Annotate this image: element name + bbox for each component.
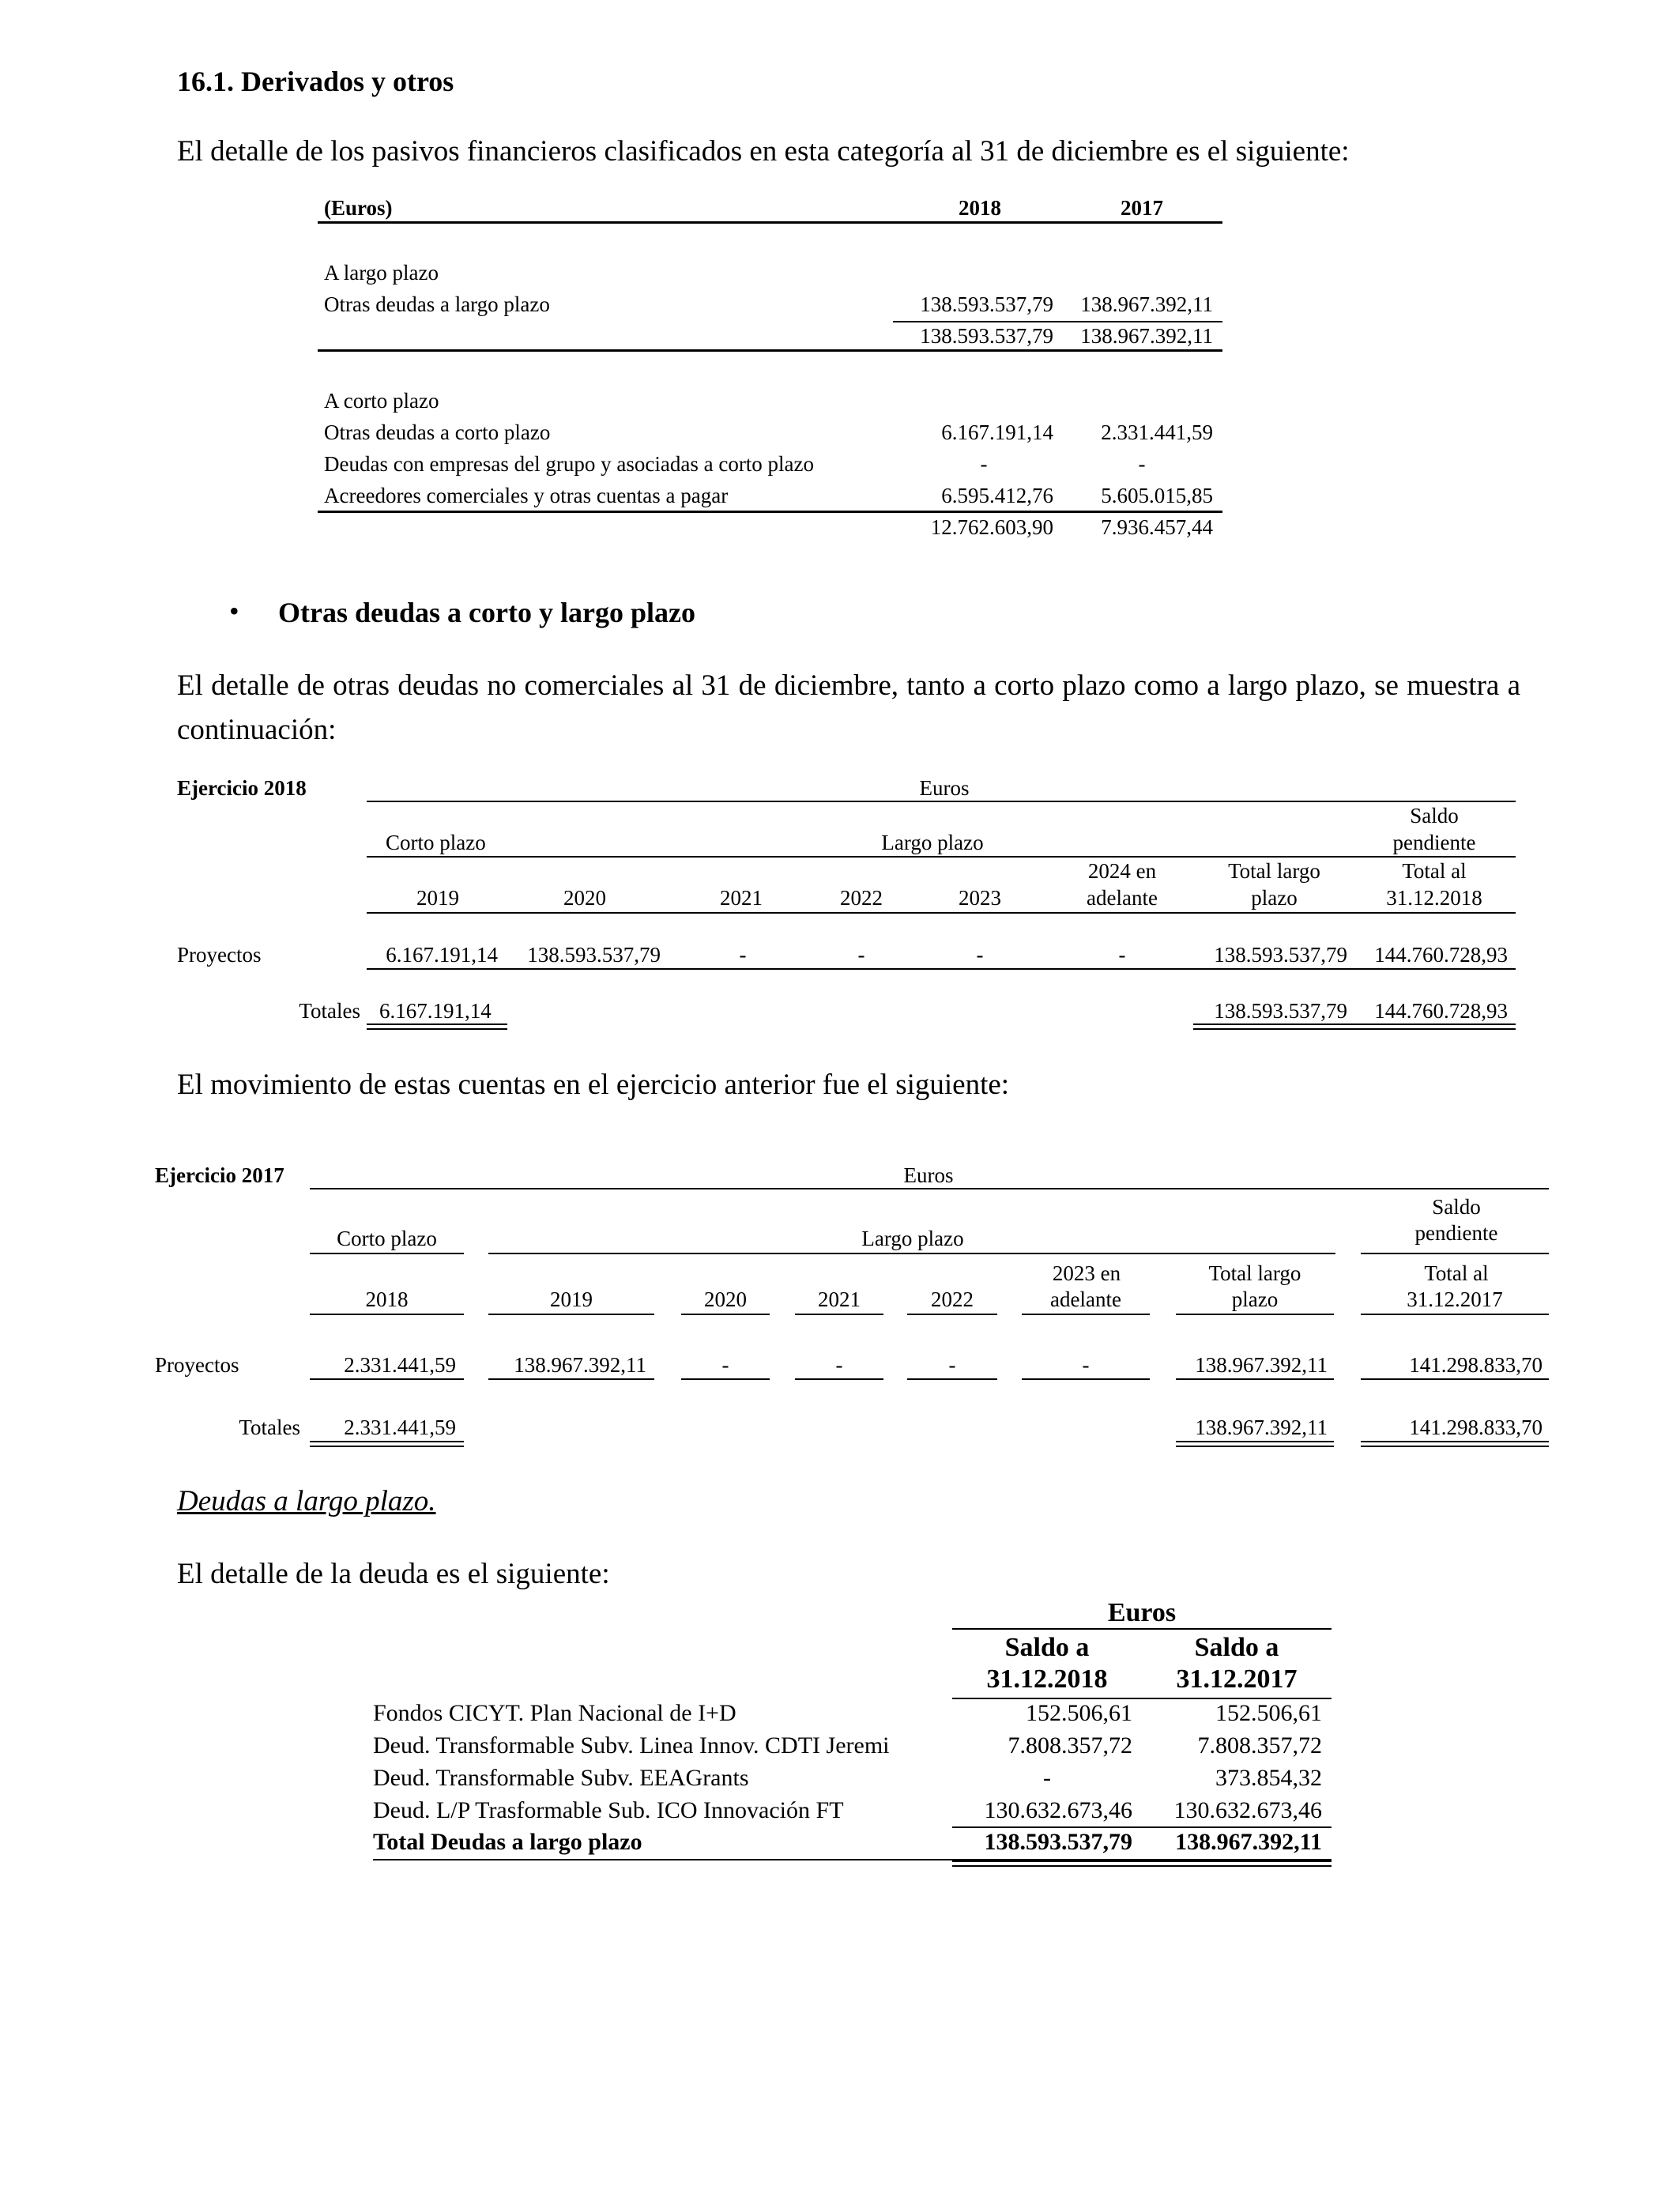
table2018-totales-2019: 6.167.191,14 [379,999,492,1023]
table1-row-value-2018: - [980,452,988,476]
table2017-totales-double-rule [1176,1441,1334,1447]
table1-row-value-2017: - [1138,452,1146,476]
table2017-totales-double-rule [310,1441,464,1447]
table2018-row-total: 138.593.537,79 [1214,943,1347,967]
table2017-row-rule [1176,1378,1334,1380]
table2017-totales-label: Totales [239,1416,300,1439]
table2018-largo-heading: Largo plazo [881,831,984,854]
table2017-header-rule [1361,1314,1549,1315]
table1-row-value-2017: 138.967.392,11 [1080,292,1213,316]
section-title: 16.1. Derivados y otros [177,66,454,97]
table2017-row-2018: 2.331.441,59 [344,1353,456,1377]
table2017-totales-2018: 2.331.441,59 [344,1416,456,1439]
table2017-row-rule [310,1378,464,1380]
table2017-col-adelante-1: 2023 en [1052,1261,1121,1285]
table2018-label: Ejercicio 2018 [177,776,307,800]
table2017-col-adelante-2: adelante [1050,1287,1121,1311]
table1-row-value-2018: 6.595.412,76 [941,484,1053,507]
table2018-totales-total: 138.593.537,79 [1214,999,1347,1023]
table2018-euros: Euros [919,776,970,800]
deudas-row-label: Fondos CICYT. Plan Nacional de I+D [373,1700,736,1726]
table2017-euros: Euros [903,1163,954,1187]
bullet-title: Otras deudas a corto y largo plazo [278,597,695,628]
table2018-row-adelante: - [1118,943,1126,967]
table2017-row-rule [488,1378,654,1380]
table2018-col-2019: 2019 [416,886,459,910]
table2017-saldo-rule [1361,1253,1549,1254]
table2018-row-label: Proyectos [177,943,262,967]
table1-row-value-2017: 2.331.441,59 [1101,420,1213,444]
table2017-row-rule [795,1378,883,1380]
table2018-row-rule [367,968,1516,970]
table2018-col-totalal-1: Total al [1402,859,1467,883]
table2018-row-2022: - [857,943,865,967]
deudas-total-label: Total Deudas a largo plazo [373,1829,642,1855]
table2017-col-2018: 2018 [365,1287,409,1311]
deudas-row-2017: 130.632.673,46 [1173,1797,1322,1823]
table2018-col-total-1: Total largo [1228,859,1320,883]
table2017-col-2021: 2021 [818,1287,861,1311]
table2018-col-2023: 2023 [959,886,1001,910]
table2017-col-2020: 2020 [704,1287,747,1311]
table2017-header-rule [310,1314,464,1315]
table2018-row-2021: - [739,943,747,967]
deudas-row-2017: 7.808.357,72 [1197,1732,1322,1759]
table2018-row-2019: 6.167.191,14 [386,943,498,967]
table2017-totales-double-rule [1361,1441,1549,1447]
table2017-row-2022: - [948,1353,956,1377]
table2017-col-2019: 2019 [550,1287,593,1311]
table1-row-label: Deudas con empresas del grupo y asociadas a corto plazo [324,452,815,476]
table2018-row-2020: 138.593.537,79 [527,943,661,967]
table2017-largo-heading: Largo plazo [861,1227,964,1250]
table1-header-2018: 2018 [959,196,1001,220]
deudas-heading: Deudas a largo plazo. [177,1485,436,1517]
movimiento-text: El movimiento de estas cuentas en el ejercicio anterior fue el siguiente: [177,1069,1010,1101]
table2017-row-2019: 138.967.392,11 [514,1353,646,1377]
table1-header-rule [318,221,1222,224]
deudas-total-double-rule [952,1860,1332,1867]
table2017-col-totalal-1: Total al [1424,1261,1489,1285]
deudas-euros: Euros [1107,1598,1177,1627]
deudas-row-2018: 152.506,61 [1026,1700,1132,1726]
table2018-col-total-2: plazo [1251,886,1298,910]
deudas-row-label: Deud. L/P Trasformable Sub. ICO Innovación FT [373,1797,844,1823]
bullet-icon: • [229,595,239,627]
table2017-totales-saldo: 141.298.833,70 [1409,1416,1543,1439]
table2017-row-rule [1361,1378,1549,1380]
table2018-saldo: Saldo [1410,804,1459,827]
table2018-pendiente: pendiente [1392,831,1476,854]
table1-row-value-2017: 5.605.015,85 [1101,484,1213,507]
deudas-col2-b: 31.12.2017 [1176,1664,1298,1694]
table2018-col-adelante-1: 2024 en [1087,859,1157,883]
table2018-totales-saldo: 144.760.728,93 [1374,999,1508,1023]
table2017-row-rule [907,1378,997,1380]
deudas-row-2018: - [1043,1765,1051,1791]
table1-row-value-2018: 138.593.537,79 [920,292,1053,316]
table2017-label: Ejercicio 2017 [155,1163,284,1187]
table1-subtotal-rule [893,321,1222,322]
deudas-subtotal-rule [952,1826,1332,1828]
table2017-col-totalal-2: 31.12.2017 [1407,1287,1503,1311]
table2017-totales-total: 138.967.392,11 [1195,1416,1328,1439]
table1-total-rule [318,511,1222,513]
table1-largo-total-2018: 138.593.537,79 [920,324,1053,348]
table2018-euros-rule [367,801,1516,802]
table2017-header-rule [681,1314,770,1315]
deudas-intro: El detalle de la deuda es el siguiente: [177,1558,610,1590]
table2017-row-saldo: 141.298.833,70 [1409,1353,1543,1377]
table2017-header-rule [795,1314,883,1315]
table2018-row-2023: - [976,943,984,967]
table2017-corto-heading: Corto plazo [337,1227,437,1250]
table1-row-value-2018: 6.167.191,14 [941,420,1053,444]
table1-corto-total-2017: 7.936.457,44 [1101,515,1213,539]
table2017-pendiente: pendiente [1414,1221,1498,1245]
bullet-paragraph: El detalle de otras deudas no comerciales al 31 de diciembre, tanto a corto plazo como a largo plazo, se muestra a continuación: [177,669,1520,746]
deudas-total-2018: 138.593.537,79 [984,1829,1132,1855]
table2017-header-rule [1022,1314,1150,1315]
deudas-col1-a: Saldo a [1004,1633,1090,1662]
table1-section-rule [318,349,1222,352]
deudas-total-2017: 138.967.392,11 [1175,1829,1322,1855]
table2018-totales-double-rule [1193,1023,1516,1030]
table2018-row-saldo: 144.760.728,93 [1374,943,1508,967]
table2017-header-rule [907,1314,997,1315]
table2018-col-adelante-2: adelante [1087,886,1158,910]
deudas-header-rule [952,1698,1332,1699]
table1-largo-heading: A largo plazo [324,261,439,285]
table2018-col-2021: 2021 [720,886,763,910]
table2017-euros-rule [310,1188,1549,1189]
deudas-row-2017: 373.854,32 [1215,1765,1322,1791]
table1-corto-total-2018: 12.762.603,90 [930,515,1053,539]
table2018-col-totalal-2: 31.12.2018 [1386,886,1482,910]
deudas-row-2017: 152.506,61 [1215,1700,1322,1726]
table2017-col-total-1: Total largo [1208,1261,1301,1285]
table2018-col-2020: 2020 [563,886,606,910]
table2017-row-2020: - [721,1353,729,1377]
deudas-row-2018: 130.632.673,46 [984,1797,1132,1823]
table2018-corto-heading: Corto plazo [386,831,486,854]
deudas-euros-rule [952,1628,1332,1630]
table2017-row-2021: - [835,1353,843,1377]
table1-largo-total-2017: 138.967.392,11 [1080,324,1213,348]
table2018-totales-2019-double-rule [367,1023,507,1030]
deudas-col1-b: 31.12.2018 [986,1664,1108,1694]
table2018-col-2022: 2022 [840,886,883,910]
table1-row-label: Acreedores comerciales y otras cuentas a pagar [324,484,729,507]
table2017-header-rule [1176,1314,1334,1315]
table2017-row-rule [681,1378,770,1380]
table1-row-label: Otras deudas a corto plazo [324,420,551,444]
table2018-group-rule [367,856,1516,858]
table1-header-label: (Euros) [324,196,393,220]
deudas-row-label: Deud. Transformable Subv. Linea Innov. CDTI Jeremi [373,1732,890,1759]
table2017-header-rule [488,1314,654,1315]
deudas-row-2018: 7.808.357,72 [1008,1732,1132,1759]
table2017-corto-rule [310,1253,464,1254]
table2018-header-rule [367,912,1516,914]
table2017-saldo: Saldo [1432,1195,1481,1219]
table2017-row-rule [1022,1378,1150,1380]
table1-header-2017: 2017 [1121,196,1163,220]
table2017-row-adelante: - [1082,1353,1090,1377]
deudas-row-label: Deud. Transformable Subv. EEAGrants [373,1765,749,1791]
deudas-col2-a: Saldo a [1194,1633,1279,1662]
table1-row-label: Otras deudas a largo plazo [324,292,550,316]
table2017-col-2022: 2022 [931,1287,974,1311]
table2017-row-total: 138.967.392,11 [1195,1353,1328,1377]
table2018-totales-label: Totales [299,999,360,1023]
table2017-largo-rule [488,1253,1335,1254]
table2017-row-label: Proyectos [155,1353,239,1377]
table1-corto-heading: A corto plazo [324,389,439,413]
section-intro: El detalle de los pasivos financieros clasificados en esta categoría al 31 de diciembre es el siguiente: [177,135,1350,168]
table2017-col-total-2: plazo [1231,1287,1279,1311]
